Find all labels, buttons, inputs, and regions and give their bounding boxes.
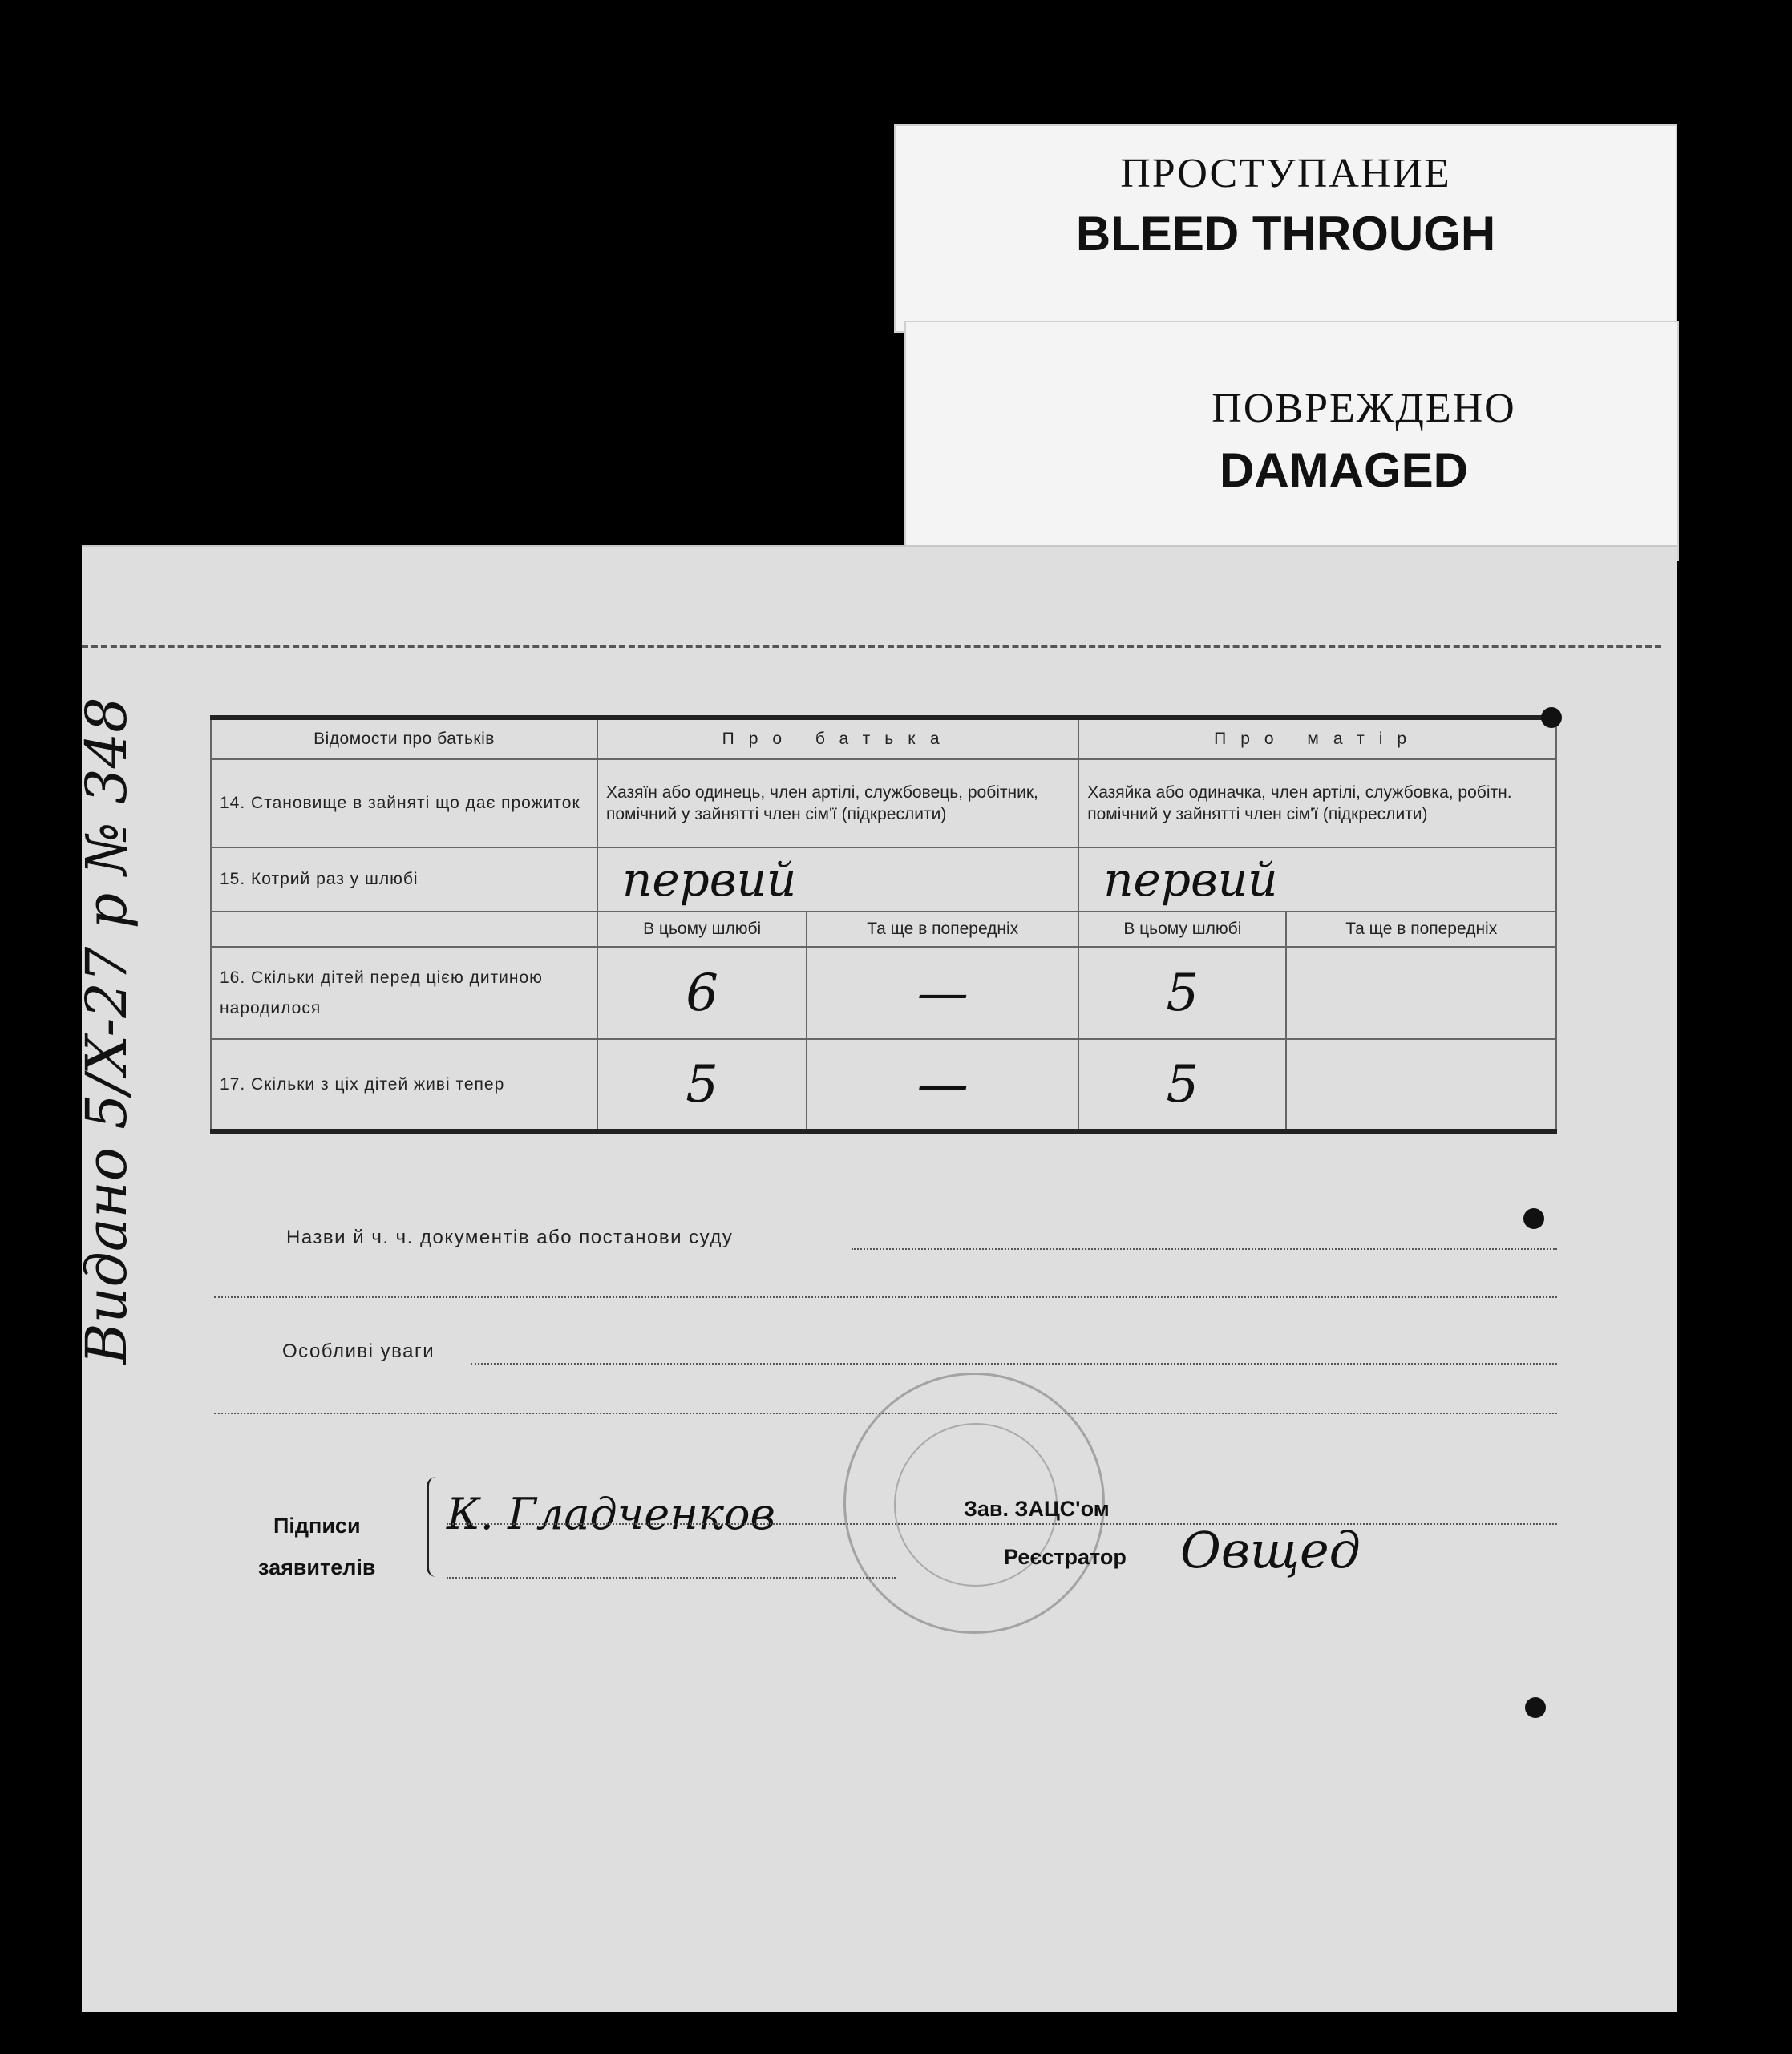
table-header-row: [211, 718, 1556, 759]
sub-father-this: В цьому шлюбі: [597, 912, 807, 947]
margin-handwritten-note: Видано 5/X-27 р № 348: [74, 697, 140, 1365]
applicants-label: [258, 1505, 376, 1588]
row16-father-this: 6: [597, 947, 807, 1039]
notes-dotline-1: [471, 1363, 1557, 1365]
row15-father-value: первий: [597, 847, 1078, 912]
perforation-line: [82, 645, 1661, 648]
damaged-label-card: [904, 321, 1679, 561]
row16-mother-this: 5: [1078, 947, 1286, 1039]
row17-question: 17. Скільки з ціх дітей живі тепер: [211, 1039, 597, 1131]
documents-dotline-1: [852, 1248, 1557, 1250]
subheader-empty-cell: [211, 912, 597, 947]
sub-mother-prev: Та ще в попередніх: [1286, 912, 1556, 947]
table-row-15: [211, 847, 1556, 912]
row15-question: 15. Котрий раз у шлюбі: [211, 847, 597, 912]
row16-question: 16. Скільки дітей перед цією дитиною народилося: [211, 947, 597, 1039]
bleed-through-en-text: BLEED THROUGH: [1075, 207, 1496, 261]
sub-father-prev: Та ще в попередніх: [807, 912, 1078, 947]
sub-mother-this: В цьому шлюбі: [1078, 912, 1286, 947]
row15-mother-value: первий: [1078, 847, 1556, 912]
notes-label: Особливі уваги: [282, 1340, 435, 1362]
punch-hole: [1523, 1208, 1544, 1229]
row17-mother-prev: [1286, 1039, 1556, 1131]
bleed-through-label-card: [894, 124, 1677, 333]
table-subheader-row: [211, 912, 1556, 947]
signature-brace: [427, 1477, 440, 1577]
applicants-label-line1: Підписи: [273, 1514, 361, 1538]
head-label: Зав. ЗАЦС'ом: [964, 1497, 1110, 1521]
table-row-17: [211, 1039, 1556, 1131]
signature-dotline-2: [447, 1577, 896, 1579]
parents-info-table: [210, 715, 1557, 1134]
punch-hole: [1525, 1697, 1546, 1718]
documents-dotline-2: [214, 1296, 1557, 1298]
table-row-16: [211, 947, 1556, 1039]
row16-father-prev: —: [807, 947, 1078, 1039]
row14-father-options: Хазяїн або одинець, член артілі, службовець, робітник, помічний у зайнятті член сім'ї (підкреслити): [597, 759, 1078, 847]
documents-label: Назви й ч. ч. документів або постанови суду: [286, 1227, 734, 1248]
row14-question: 14. Становище в зайняті що дає прожиток: [211, 759, 597, 847]
damaged-ru-text: ПОВРЕЖДЕНО: [1212, 386, 1516, 431]
row14-mother-options: Хазяйка або одиначка, член артілі, службовка, робітн. помічний у зайнятті член сім'ї (підкреслити): [1078, 759, 1556, 847]
table-row-14: [211, 759, 1556, 847]
row17-mother-this: 5: [1078, 1039, 1286, 1131]
bleed-through-ru-text: ПРОСТУПАНИЕ: [1120, 151, 1451, 196]
row16-mother-prev: [1286, 947, 1556, 1039]
applicants-label-line2: заявителів: [258, 1555, 376, 1579]
signature-dotline-1: [447, 1523, 1557, 1525]
row17-father-prev: —: [807, 1039, 1078, 1131]
applicant-signature: К. Гладченков: [447, 1489, 775, 1539]
registrar-signature: Овщед: [1180, 1521, 1361, 1579]
col-mother-header: Про матір: [1078, 718, 1556, 759]
col-info-header: Відомости про батьків: [211, 718, 597, 759]
col-father-header: Про батька: [597, 718, 1078, 759]
registrar-label: Реєстратор: [1004, 1545, 1127, 1569]
punch-hole: [1541, 707, 1562, 728]
row17-father-this: 5: [597, 1039, 807, 1131]
damaged-en-text: DAMAGED: [1220, 443, 1468, 497]
document-page: [74, 545, 1677, 2012]
